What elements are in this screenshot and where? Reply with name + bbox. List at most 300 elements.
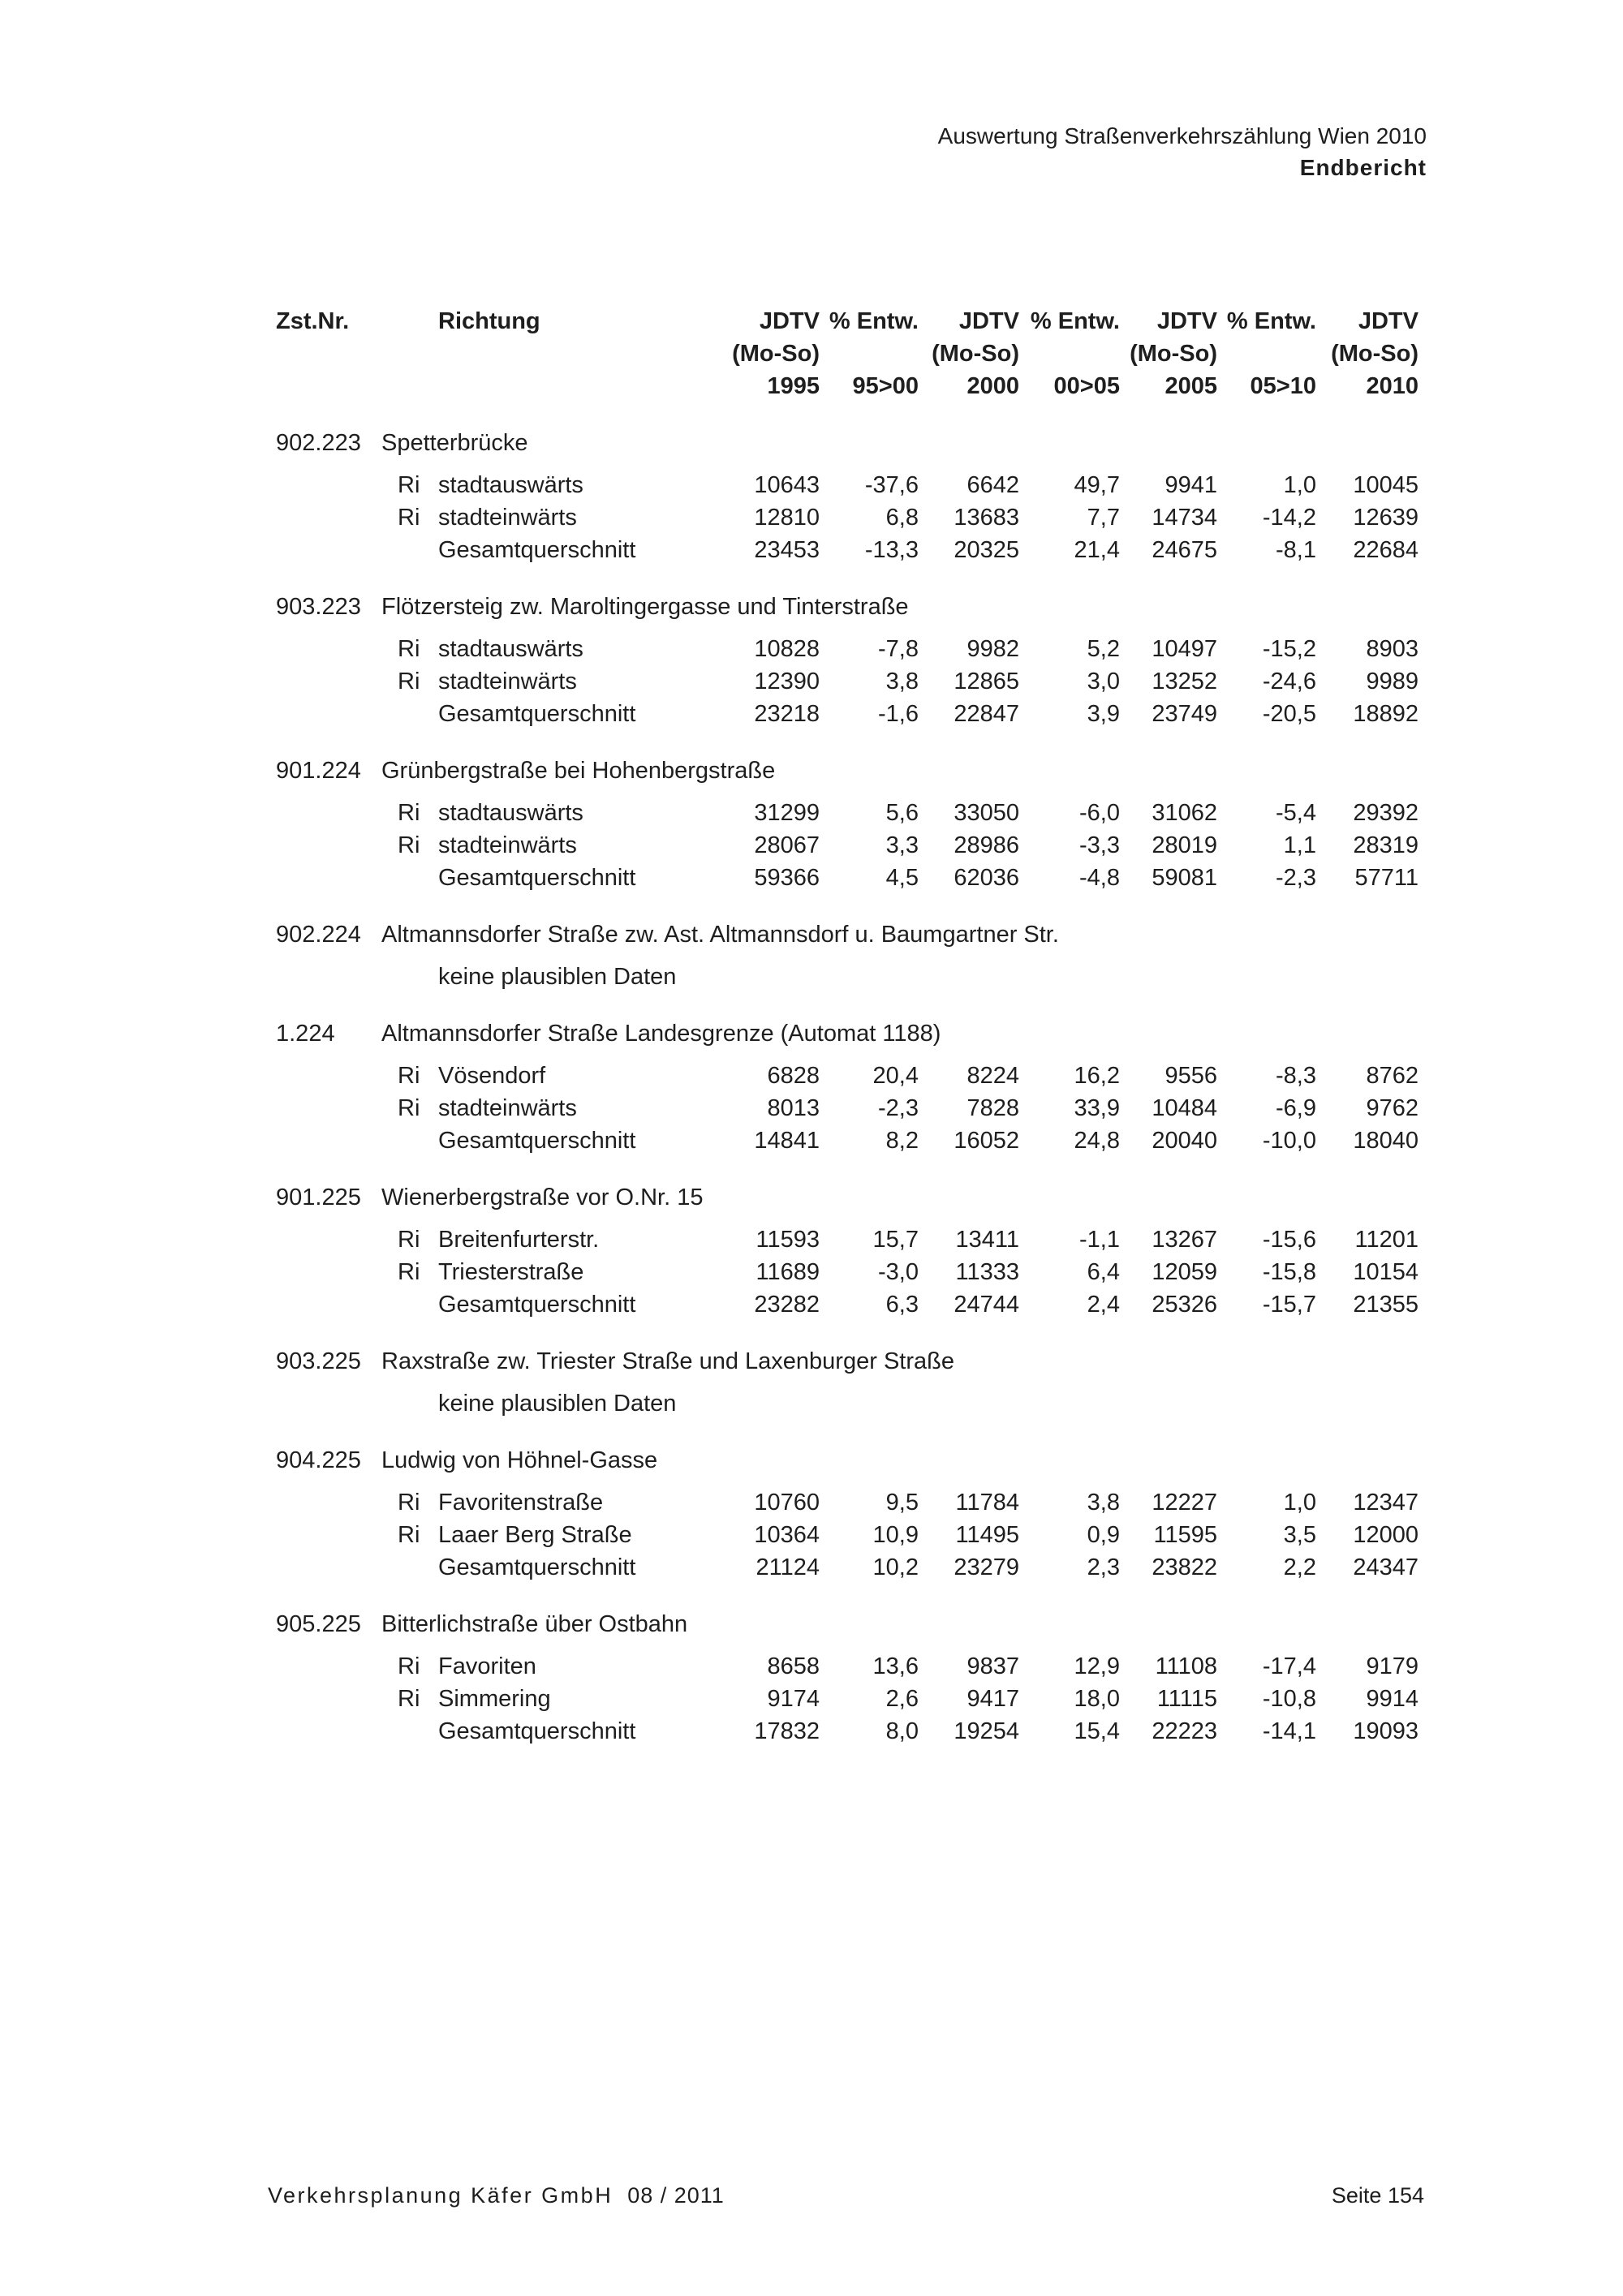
- row-ri-prefix: [398, 698, 438, 730]
- row-value: 20325: [954, 537, 1019, 563]
- row-value: 28986: [954, 832, 1019, 858]
- count-section-903.225: [276, 1345, 1424, 1420]
- direction-row: [276, 1486, 1424, 1519]
- row-value: 22847: [954, 701, 1019, 727]
- row-ri-prefix: Ri: [398, 1227, 420, 1253]
- row-value: 11115: [1156, 1686, 1217, 1712]
- row-value: 8658: [767, 1653, 820, 1679]
- row-value: -10,8: [1262, 1686, 1316, 1712]
- row-ri-prefix: [398, 862, 438, 894]
- row-value: 8,2: [885, 1128, 919, 1154]
- row-empty-zst: [276, 1223, 398, 1256]
- row-value: 13267: [1152, 1227, 1217, 1253]
- row-value: -6,9: [1276, 1095, 1316, 1121]
- row-value: 8903: [1366, 636, 1419, 662]
- row-value: 12227: [1152, 1490, 1217, 1516]
- section-rows: [276, 797, 1424, 894]
- row-value: -15,8: [1262, 1259, 1316, 1285]
- row-empty-zst: [276, 1060, 398, 1092]
- row-value: 16,2: [1074, 1063, 1120, 1089]
- row-ri-prefix: Ri: [398, 636, 420, 662]
- row-value: 12,9: [1074, 1653, 1120, 1679]
- col-header-moso: [820, 338, 919, 370]
- row-value: 24744: [954, 1292, 1019, 1318]
- row-value: -20,5: [1262, 701, 1316, 727]
- row-empty-zst: [276, 1551, 398, 1584]
- row-value: -8,1: [1276, 537, 1316, 563]
- row-ri-prefix: Ri: [398, 669, 420, 694]
- row-direction-label: Favoritenstraße: [438, 1490, 604, 1516]
- row-direction-label: Laaer Berg Straße: [438, 1522, 632, 1548]
- row-value: 12000: [1353, 1522, 1419, 1548]
- row-value: 12639: [1353, 505, 1419, 531]
- col-header-moso: (Mo-So): [1331, 341, 1419, 367]
- direction-row: [276, 1092, 1424, 1124]
- direction-row: [276, 1683, 1424, 1715]
- row-empty-zst: [276, 665, 398, 698]
- row-value: 9989: [1366, 669, 1419, 694]
- row-value: 9179: [1366, 1653, 1419, 1679]
- row-value: 6642: [966, 472, 1019, 498]
- row-value: 9174: [767, 1686, 820, 1712]
- section-heading: [276, 918, 1424, 951]
- section-id: 902.224: [276, 922, 361, 948]
- row-ri-prefix: Ri: [398, 800, 420, 826]
- col-header-year: 2010: [1366, 373, 1419, 399]
- count-section-904.225: [276, 1444, 1424, 1584]
- section-title: Wienerbergstraße vor O.Nr. 15: [381, 1185, 704, 1210]
- row-value: 25326: [1152, 1292, 1217, 1318]
- row-value: 5,6: [885, 800, 919, 826]
- section-id: 902.223: [276, 430, 361, 456]
- report-title: Auswertung Straßenverkehrszählung Wien 2010: [937, 123, 1427, 148]
- row-value: 10,2: [872, 1554, 919, 1580]
- row-value: 0,9: [1087, 1522, 1120, 1548]
- section-title: Altmannsdorfer Straße Landesgrenze (Automat 1188): [381, 1021, 941, 1047]
- col-header-jdtv: JDTV: [759, 308, 820, 334]
- col-header-richtung: Richtung: [438, 308, 540, 334]
- row-value: 13683: [954, 505, 1019, 531]
- row-value: 62036: [954, 865, 1019, 891]
- section-heading: [276, 1608, 1424, 1640]
- row-value: 59081: [1152, 865, 1217, 891]
- col-header-moso: (Mo-So): [732, 341, 820, 367]
- footer-company-name: Verkehrsplanung Käfer GmbH: [268, 2183, 613, 2208]
- row-value: 9982: [966, 636, 1019, 662]
- row-value: -6,0: [1079, 800, 1120, 826]
- row-value: -1,1: [1079, 1227, 1120, 1253]
- row-direction-label: Vösendorf: [438, 1063, 546, 1089]
- section-heading: [276, 1444, 1424, 1477]
- row-direction-label: Triesterstraße: [438, 1259, 584, 1285]
- row-value: 13411: [955, 1227, 1019, 1253]
- row-total-label: Gesamtquerschnitt: [438, 865, 636, 891]
- section-rows: [276, 1223, 1424, 1321]
- row-empty-zst: [276, 1288, 398, 1321]
- row-value: 19254: [954, 1718, 1019, 1744]
- row-empty-zst: [276, 1124, 398, 1157]
- row-direction-label: Simmering: [438, 1686, 551, 1712]
- col-header-moso: [1217, 338, 1316, 370]
- row-direction-label: stadteinwärts: [438, 1095, 577, 1121]
- row-value: 21355: [1353, 1292, 1419, 1318]
- count-section-903.223: [276, 591, 1424, 730]
- row-empty-zst: [276, 1650, 398, 1683]
- row-value: 7828: [966, 1095, 1019, 1121]
- row-value: 21,4: [1074, 537, 1120, 563]
- row-value: 22223: [1152, 1718, 1217, 1744]
- table-header-row-years: [276, 370, 1424, 402]
- col-header-empty: [398, 370, 438, 402]
- row-direction-label: stadtauswärts: [438, 472, 583, 498]
- row-value: 16052: [954, 1128, 1019, 1154]
- row-value: 15,7: [872, 1227, 919, 1253]
- section-note: keine plausiblen Daten: [438, 1391, 677, 1417]
- direction-row: [276, 501, 1424, 534]
- row-value: 18892: [1353, 701, 1419, 727]
- col-header-year: 05>10: [1250, 373, 1316, 399]
- row-value: 8,0: [885, 1718, 919, 1744]
- col-header-empty: [438, 370, 674, 402]
- row-ri-prefix: Ri: [398, 1490, 420, 1516]
- row-ri-prefix: Ri: [398, 1095, 420, 1121]
- row-ri-prefix: Ri: [398, 1063, 420, 1089]
- row-empty-zst: [276, 633, 398, 665]
- row-value: 11108: [1155, 1653, 1217, 1679]
- section-id: 905.225: [276, 1611, 361, 1637]
- section-heading: [276, 1345, 1424, 1378]
- row-value: 14734: [1152, 505, 1217, 531]
- row-value: 10828: [754, 636, 820, 662]
- direction-row: [276, 469, 1424, 501]
- row-value: 28319: [1353, 832, 1419, 858]
- direction-row: [276, 1223, 1424, 1256]
- col-header-jdtv: JDTV: [958, 308, 1019, 334]
- row-value: -7,8: [878, 636, 919, 662]
- row-value: 33,9: [1074, 1095, 1120, 1121]
- row-value: 23282: [754, 1292, 820, 1318]
- row-direction-label: Breitenfurterstr.: [438, 1227, 600, 1253]
- row-value: 7,7: [1087, 505, 1120, 531]
- footer-page-number: Seite 154: [1331, 2183, 1424, 2208]
- section-id: 904.225: [276, 1447, 361, 1473]
- row-value: -1,6: [878, 701, 919, 727]
- count-section-901.225: [276, 1181, 1424, 1321]
- col-header-moso: [1019, 338, 1120, 370]
- row-value: 12390: [754, 669, 820, 694]
- row-value: 22684: [1353, 537, 1419, 563]
- row-value: -2,3: [878, 1095, 919, 1121]
- section-title: Raxstraße zw. Triester Straße und Laxenburger Straße: [381, 1348, 954, 1374]
- row-direction-label: stadteinwärts: [438, 832, 577, 858]
- row-value: 1,1: [1283, 832, 1316, 858]
- row-ri-prefix: Ri: [398, 472, 420, 498]
- row-total-label: Gesamtquerschnitt: [438, 1718, 636, 1744]
- direction-row: [276, 797, 1424, 829]
- row-direction-label: stadtauswärts: [438, 636, 583, 662]
- row-value: 21124: [756, 1554, 820, 1580]
- section-title: Ludwig von Höhnel-Gasse: [381, 1447, 658, 1473]
- direction-row: [276, 829, 1424, 862]
- row-ri-prefix: Ri: [398, 1653, 420, 1679]
- row-value: -37,6: [864, 472, 919, 498]
- col-header-year: 2005: [1165, 373, 1217, 399]
- row-empty-zst: [276, 1486, 398, 1519]
- row-value: 2,4: [1087, 1292, 1120, 1318]
- col-header-entw: % Entw.: [829, 308, 919, 334]
- count-section-1.224: [276, 1017, 1424, 1157]
- row-value: 23749: [1152, 701, 1217, 727]
- row-value: -3,3: [1079, 832, 1120, 858]
- row-value: -10,0: [1262, 1128, 1316, 1154]
- row-value: 5,2: [1087, 636, 1120, 662]
- row-value: 10154: [1353, 1259, 1419, 1285]
- row-value: 11595: [1153, 1522, 1217, 1548]
- row-value: 6,4: [1087, 1259, 1120, 1285]
- col-header-entw: % Entw.: [1226, 308, 1316, 334]
- traffic-count-table: [276, 305, 1424, 1748]
- row-value: -24,6: [1262, 669, 1316, 694]
- row-total-label: Gesamtquerschnitt: [438, 1292, 636, 1318]
- row-value: 2,2: [1283, 1554, 1316, 1580]
- section-heading: [276, 1017, 1424, 1050]
- total-row: [276, 698, 1424, 730]
- section-rows: [276, 1060, 1424, 1157]
- row-value: 59366: [754, 865, 820, 891]
- row-value: 3,0: [1087, 669, 1120, 694]
- section-id: 903.223: [276, 594, 361, 620]
- row-value: 10643: [754, 472, 820, 498]
- row-value: 20040: [1152, 1128, 1217, 1154]
- row-value: 11593: [756, 1227, 820, 1253]
- row-ri-prefix: Ri: [398, 1522, 420, 1548]
- row-value: 20,4: [872, 1063, 919, 1089]
- row-value: 11201: [1354, 1227, 1419, 1253]
- row-value: -4,8: [1079, 865, 1120, 891]
- row-direction-label: Favoriten: [438, 1653, 536, 1679]
- row-value: 12059: [1152, 1259, 1217, 1285]
- row-value: 10045: [1353, 472, 1419, 498]
- row-value: 3,8: [885, 669, 919, 694]
- section-rows: [276, 1650, 1424, 1748]
- row-value: -14,2: [1262, 505, 1316, 531]
- total-row: [276, 1551, 1424, 1584]
- section-title: Altmannsdorfer Straße zw. Ast. Altmannsdorf u. Baumgartner Str.: [381, 922, 1059, 948]
- row-ri-prefix: Ri: [398, 505, 420, 531]
- row-value: 11495: [955, 1522, 1019, 1548]
- page-footer: [268, 2181, 1424, 2210]
- row-value: 31062: [1152, 800, 1217, 826]
- row-value: 3,5: [1283, 1522, 1316, 1548]
- direction-row: [276, 1519, 1424, 1551]
- row-value: 49,7: [1074, 472, 1120, 498]
- row-ri-prefix: Ri: [398, 1686, 420, 1712]
- count-section-905.225: [276, 1608, 1424, 1748]
- section-heading: [276, 427, 1424, 459]
- col-header-year: 2000: [966, 373, 1019, 399]
- row-value: 28019: [1152, 832, 1217, 858]
- row-value: -3,0: [878, 1259, 919, 1285]
- row-value: 2,3: [1087, 1554, 1120, 1580]
- table-header-row-labels: [276, 305, 1424, 338]
- section-id: 901.224: [276, 758, 361, 784]
- row-value: 3,3: [885, 832, 919, 858]
- count-section-902.224: [276, 918, 1424, 993]
- row-value: 2,6: [885, 1686, 919, 1712]
- section-title: Grünbergstraße bei Hohenbergstraße: [381, 758, 776, 784]
- section-id: 903.225: [276, 1348, 361, 1374]
- row-value: 10484: [1152, 1095, 1217, 1121]
- row-ri-prefix: [398, 534, 438, 566]
- row-total-label: Gesamtquerschnitt: [438, 701, 636, 727]
- footer-company: [268, 2181, 725, 2210]
- col-header-zstnr: Zst.Nr.: [276, 308, 350, 334]
- section-title: Flötzersteig zw. Maroltingergasse und Tinterstraße: [381, 594, 909, 620]
- row-value: 8013: [767, 1095, 820, 1121]
- total-row: [276, 1715, 1424, 1748]
- section-title: Bitterlichstraße über Ostbahn: [381, 1611, 688, 1637]
- row-total-label: Gesamtquerschnitt: [438, 537, 636, 563]
- row-value: 9914: [1366, 1686, 1419, 1712]
- section-heading: [276, 755, 1424, 787]
- row-empty-zst: [276, 534, 398, 566]
- direction-row: [276, 1650, 1424, 1683]
- row-value: 14841: [754, 1128, 820, 1154]
- row-value: 3,9: [1087, 701, 1120, 727]
- count-section-902.223: [276, 427, 1424, 566]
- col-header-jdtv: JDTV: [1358, 308, 1419, 334]
- row-value: -8,3: [1276, 1063, 1316, 1089]
- row-value: 9941: [1165, 472, 1217, 498]
- row-value: 24347: [1353, 1554, 1419, 1580]
- row-value: 1,0: [1283, 472, 1316, 498]
- section-rows: [276, 469, 1424, 566]
- row-ri-prefix: [398, 1715, 438, 1748]
- row-value: -2,3: [1276, 865, 1316, 891]
- col-header-empty: [398, 338, 438, 370]
- row-ri-prefix: Ri: [398, 1259, 420, 1285]
- row-value: 9417: [966, 1686, 1019, 1712]
- row-value: 11784: [955, 1490, 1019, 1516]
- direction-row: [276, 1256, 1424, 1288]
- count-section-901.224: [276, 755, 1424, 894]
- row-value: 3,8: [1087, 1490, 1120, 1516]
- row-value: 1,0: [1283, 1490, 1316, 1516]
- row-value: 12347: [1353, 1490, 1419, 1516]
- table-header-row-moso: [276, 338, 1424, 370]
- row-value: 18040: [1353, 1128, 1419, 1154]
- row-value: 10760: [754, 1490, 820, 1516]
- col-header-year: 95>00: [852, 373, 919, 399]
- total-row: [276, 1288, 1424, 1321]
- row-value: 13252: [1152, 669, 1217, 694]
- col-header-empty: [438, 338, 674, 370]
- row-value: 12810: [754, 505, 820, 531]
- row-value: 33050: [954, 800, 1019, 826]
- row-value: 6828: [767, 1063, 820, 1089]
- col-header-year: 00>05: [1053, 373, 1120, 399]
- row-total-label: Gesamtquerschnitt: [438, 1554, 636, 1580]
- row-value: 12865: [954, 669, 1019, 694]
- row-value: 13,6: [872, 1653, 919, 1679]
- row-value: -15,2: [1262, 636, 1316, 662]
- row-value: 29392: [1353, 800, 1419, 826]
- row-value: 23218: [754, 701, 820, 727]
- row-value: 10497: [1152, 636, 1217, 662]
- direction-row: [276, 1060, 1424, 1092]
- row-value: 24675: [1152, 537, 1217, 563]
- col-header-jdtv: JDTV: [1156, 308, 1217, 334]
- row-ri-prefix: [398, 1124, 438, 1157]
- row-value: -14,1: [1262, 1718, 1316, 1744]
- row-value: 9837: [966, 1653, 1019, 1679]
- total-row: [276, 534, 1424, 566]
- row-empty-zst: [276, 1715, 398, 1748]
- row-empty-zst: [276, 829, 398, 862]
- row-value: 28067: [754, 832, 820, 858]
- report-subtitle: Endbericht: [1299, 155, 1427, 180]
- row-direction-label: stadteinwärts: [438, 505, 577, 531]
- row-value: 8762: [1366, 1063, 1419, 1089]
- row-value: 15,4: [1074, 1718, 1120, 1744]
- direction-row: [276, 633, 1424, 665]
- row-value: 17832: [754, 1718, 820, 1744]
- page-header: [938, 120, 1427, 183]
- section-id: 901.225: [276, 1185, 361, 1210]
- row-value: 23822: [1152, 1554, 1217, 1580]
- section-heading: [276, 591, 1424, 623]
- row-value: 9762: [1366, 1095, 1419, 1121]
- row-value: 57711: [1354, 865, 1419, 891]
- row-empty-zst: [276, 1092, 398, 1124]
- section-title: Spetterbrücke: [381, 430, 528, 456]
- row-empty-zst: [276, 1683, 398, 1715]
- row-value: 23279: [954, 1554, 1019, 1580]
- row-value: 9556: [1165, 1063, 1217, 1089]
- col-header-empty: [276, 338, 398, 370]
- row-value: 11689: [756, 1259, 820, 1285]
- row-empty-zst: [276, 1256, 398, 1288]
- row-direction-label: stadteinwärts: [438, 669, 577, 694]
- row-ri-prefix: Ri: [398, 832, 420, 858]
- row-value: 9,5: [885, 1490, 919, 1516]
- row-empty-zst: [276, 501, 398, 534]
- row-empty-zst: [276, 1519, 398, 1551]
- total-row: [276, 862, 1424, 894]
- row-value: -13,3: [864, 537, 919, 563]
- row-empty-zst: [276, 797, 398, 829]
- total-row: [276, 1124, 1424, 1157]
- row-value: 6,3: [885, 1292, 919, 1318]
- section-heading: [276, 1181, 1424, 1214]
- row-direction-label: stadtauswärts: [438, 800, 583, 826]
- row-value: 6,8: [885, 505, 919, 531]
- row-value: 31299: [754, 800, 820, 826]
- row-value: 19093: [1353, 1718, 1419, 1744]
- row-value: 23453: [754, 537, 820, 563]
- row-value: 10,9: [872, 1522, 919, 1548]
- row-empty-zst: [276, 862, 398, 894]
- row-value: -15,7: [1262, 1292, 1316, 1318]
- row-total-label: Gesamtquerschnitt: [438, 1128, 636, 1154]
- col-header-spacer: [398, 305, 438, 338]
- row-empty-zst: [276, 469, 398, 501]
- row-value: 11333: [955, 1259, 1019, 1285]
- section-note: keine plausiblen Daten: [438, 964, 677, 990]
- row-ri-prefix: [398, 1551, 438, 1584]
- row-value: -5,4: [1276, 800, 1316, 826]
- row-value: 10364: [754, 1522, 820, 1548]
